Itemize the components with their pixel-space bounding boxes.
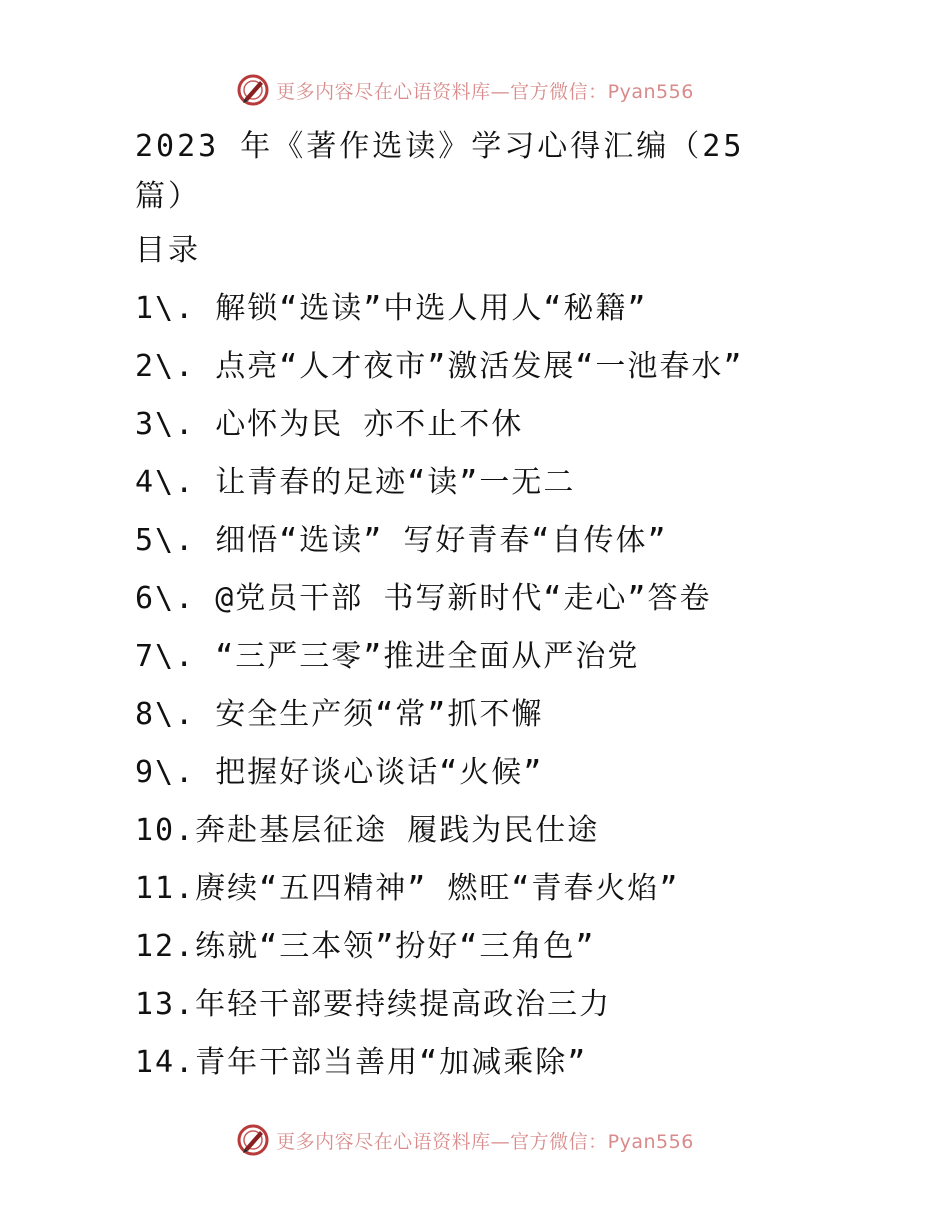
toc-item: 2\. 点亮“人才夜市”激活发展“一池春水” (135, 349, 744, 384)
header-watermark (0, 70, 950, 110)
document-body (135, 122, 795, 1092)
toc-item: 4\. 让青春的足迹“读”一无二 (135, 465, 576, 500)
watermark-dash: — (490, 1130, 511, 1153)
watermark-text (276, 1127, 694, 1154)
toc-item: 11.赓续“五四精神” 燃旺“青春火焰” (135, 871, 680, 906)
toc-item: 13.年轻干部要持续提高政治三力 (135, 987, 612, 1022)
watermark-group (236, 1123, 694, 1157)
pen-seal-icon (236, 1123, 270, 1157)
toc-item: 12.练就“三本领”扮好“三角色” (135, 929, 596, 964)
toc-item: 10.奔赴基层征途 履践为民仕途 (135, 813, 600, 848)
toc-item: 5\. 细悟“选读” 写好青春“自传体” (135, 523, 668, 558)
toc-heading: 目录 (135, 233, 201, 268)
watermark-site-name: 更多内容尽在心语资料库 (276, 80, 491, 103)
toc-item: 14.青年干部当善用“加减乘除” (135, 1045, 588, 1080)
toc-item: 9\. 把握好谈心谈话“火候” (135, 755, 544, 790)
document-title: 2023 年《著作选读》学习心得汇编（25篇） (135, 129, 745, 214)
toc-item: 1\. 解锁“选读”中选人用人“秘籍” (135, 291, 648, 326)
toc-item: 3\. 心怀为民 亦不止不休 (135, 407, 524, 442)
pen-seal-icon (236, 73, 270, 107)
watermark-site-name: 更多内容尽在心语资料库 (276, 1130, 491, 1153)
footer-watermark (0, 1120, 950, 1160)
watermark-wechat: 官方微信：Pyan556 (510, 1130, 694, 1153)
watermark-text (276, 77, 694, 104)
watermark-group (236, 73, 694, 107)
toc-item: 7\. “三严三零”推进全面从严治党 (135, 639, 640, 674)
toc-list (135, 280, 795, 1092)
toc-item: 8\. 安全生产须“常”抓不懈 (135, 697, 544, 732)
watermark-wechat: 官方微信：Pyan556 (510, 80, 694, 103)
toc-item: 6\. @党员干部 书写新时代“走心”答卷 (135, 581, 712, 616)
watermark-dash: — (490, 80, 511, 103)
